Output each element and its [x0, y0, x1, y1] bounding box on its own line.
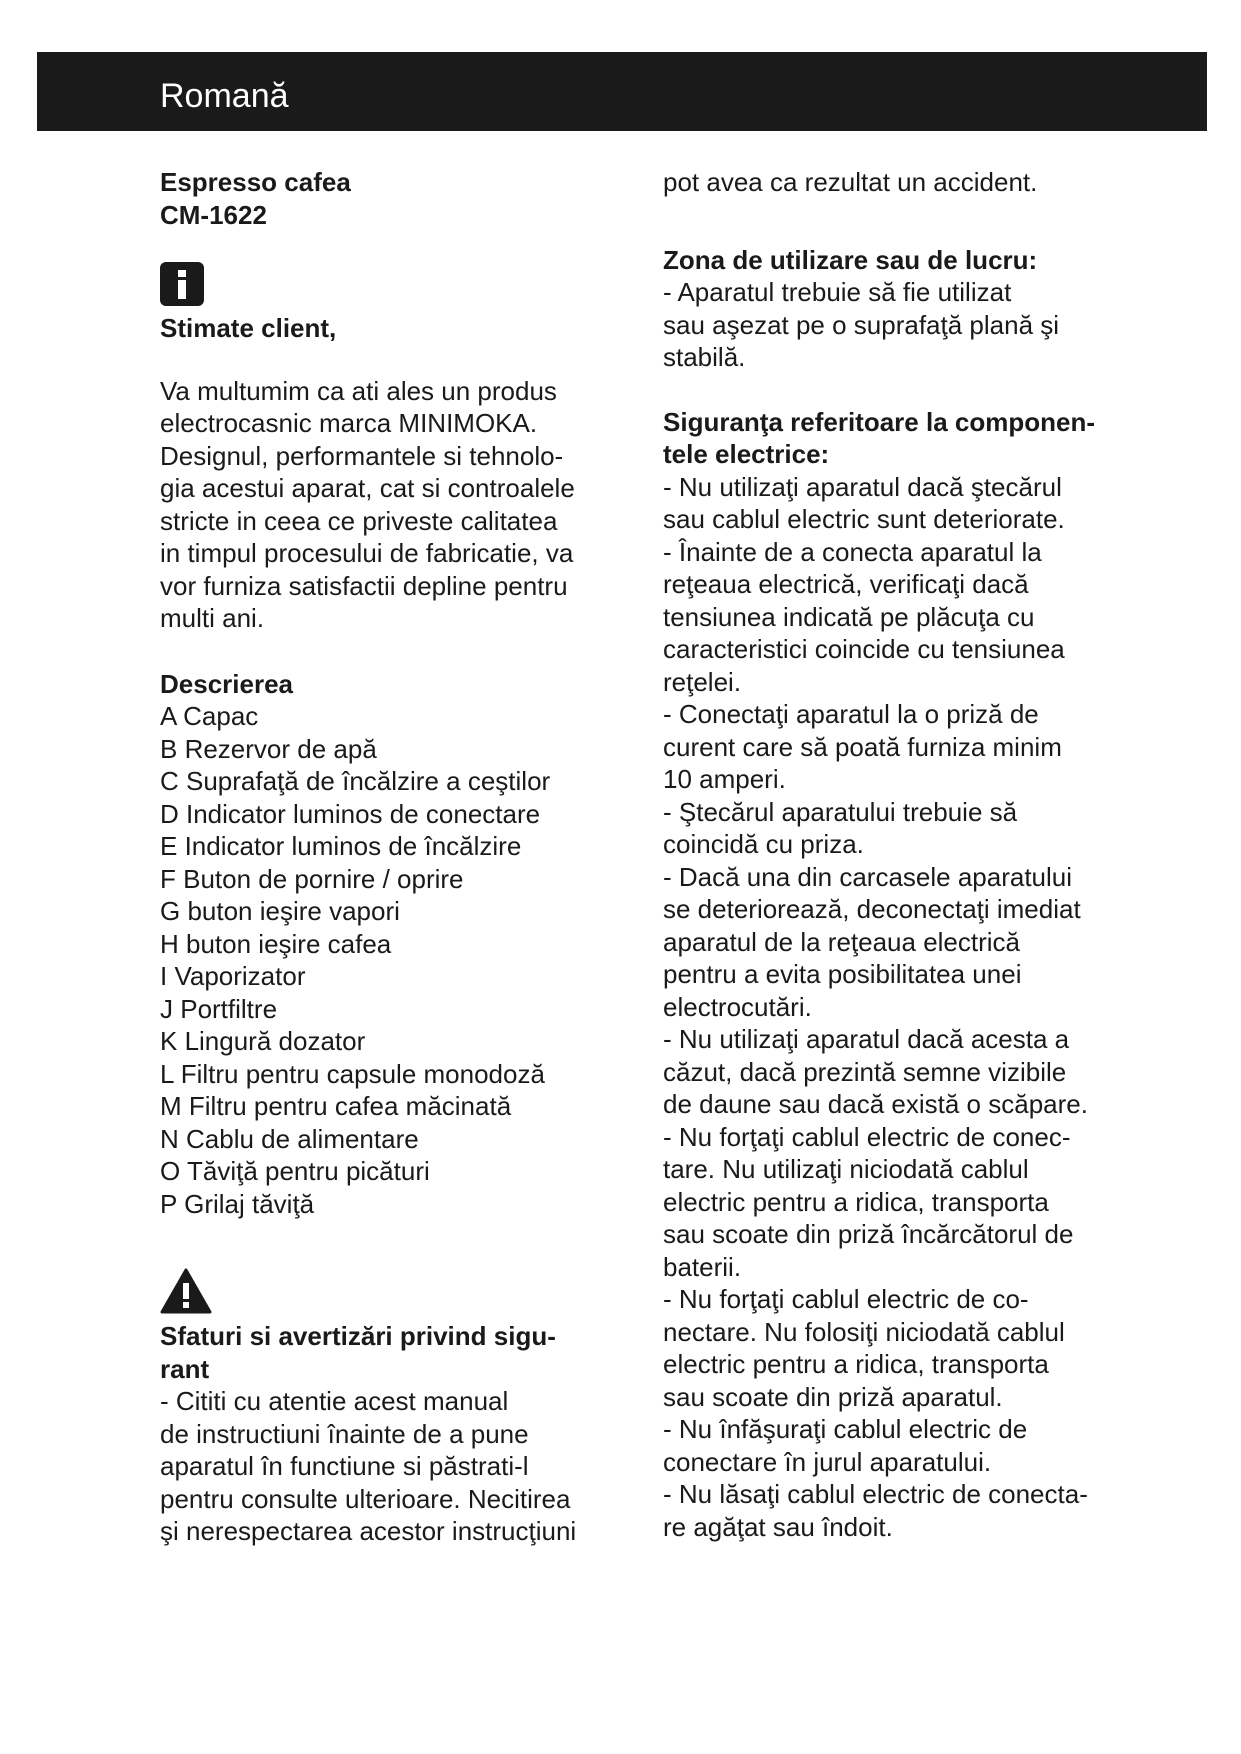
electrical-line: - Nu utilizaţi aparatul dacă ştecărul: [663, 471, 1062, 502]
right-column: [663, 166, 1133, 1543]
electrical-line: - Nu utilizaţi aparatul dacă acesta a: [663, 1024, 1070, 1054]
electrical-line: pentru a evita posibilitatea unei: [663, 959, 1022, 989]
zone-paragraph: [663, 276, 1133, 374]
electrical-line: electric pentru a ridica, transporta: [663, 1186, 1049, 1217]
left-column: [160, 166, 610, 1548]
intro-line: Designul, performantele si tehnolo-: [160, 440, 564, 471]
list-item: E Indicator luminos de încălzire: [160, 831, 522, 861]
warning-line: pentru consulte ulterioare. Necitirea: [160, 1483, 571, 1514]
list-item: C Suprafaţă de încălzire a ceştilor: [160, 766, 551, 796]
description-list: [160, 700, 610, 1220]
warning-icon: [160, 1268, 212, 1314]
warnings-paragraph: [160, 1385, 610, 1548]
intro-line: vor furniza satisfactii depline pentru: [160, 570, 568, 601]
description-title: Descrierea: [160, 668, 293, 699]
list-item: P Grilaj tăviţă: [160, 1188, 315, 1219]
language-title: Romană: [160, 77, 289, 115]
electrical-line: - Nu lăsaţi cablul electric de conecta-: [663, 1479, 1088, 1509]
list-item: L Filtru pentru capsule monodoză: [160, 1058, 545, 1089]
electrical-line: conectare în jurul aparatului.: [663, 1446, 992, 1477]
electrical-line: nectare. Nu folosiţi niciodată cablul: [663, 1316, 1065, 1347]
electrical-line: de daune sau dacă există o scăpare.: [663, 1089, 1088, 1119]
electrical-line: - Dacă una din carcasele aparatului: [663, 861, 1073, 892]
electrical-line: - Nu forţaţi cablul electric de conec-: [663, 1121, 1071, 1152]
warnings-title: Sfaturi si avertizări privind sigu-: [160, 1321, 556, 1351]
intro-line: multi ani.: [160, 603, 265, 633]
electrical-line: baterii.: [663, 1251, 742, 1282]
language-header-bar: [37, 52, 1207, 131]
warning-line: de instructiuni înainte de a pune: [160, 1418, 529, 1449]
continuation-line: pot avea ca rezultat un accident.: [663, 167, 1038, 197]
electrical-line: - Nu înfăşuraţi cablul electric de: [663, 1414, 1028, 1444]
electrical-line: aparatul de la reţeaua electrică: [663, 926, 1021, 957]
list-item: M Filtru pentru cafea măcinată: [160, 1091, 512, 1121]
warning-line: - Cititi cu atentie acest manual: [160, 1386, 509, 1416]
list-item: F Buton de pornire / oprire: [160, 863, 464, 894]
warning-line: aparatul în functiune si păstrati-l: [160, 1451, 529, 1481]
list-item: G buton ieşire vapori: [160, 896, 400, 926]
list-item: A Capac: [160, 701, 259, 731]
product-model: CM-1622: [160, 199, 267, 230]
list-item: B Rezervor de apă: [160, 733, 377, 764]
warnings-title: rant: [160, 1353, 210, 1384]
intro-line: stricte in ceea ce priveste calitatea: [160, 505, 558, 536]
electrical-line: sau scoate din priză aparatul.: [663, 1381, 1003, 1412]
electrical-line: caracteristici coincide cu tensiunea: [663, 634, 1065, 664]
electrical-line: - Ştecărul aparatului trebuie să: [663, 796, 1018, 827]
electrical-line: sau cablul electric sunt deteriorate.: [663, 504, 1065, 534]
zone-line: stabilă.: [663, 342, 746, 372]
electrical-line: - Conectaţi aparatul la o priză de: [663, 699, 1039, 729]
electrical-title: tele electrice:: [663, 439, 830, 469]
intro-line: in timpul procesului de fabricatie, va: [160, 538, 574, 568]
electrical-line: 10 amperi.: [663, 764, 786, 794]
electrical-line: reţelei.: [663, 666, 742, 697]
zone-line: - Aparatul trebuie să fie utilizat: [663, 277, 1012, 307]
electrical-line: coincidă cu priza.: [663, 829, 864, 859]
product-name: Espresso cafea: [160, 167, 351, 197]
list-item: H buton ieşire cafea: [160, 928, 392, 959]
electrical-line: - Înainte de a conecta aparatul la: [663, 536, 1042, 567]
electrical-line: căzut, dacă prezintă semne vizibile: [663, 1056, 1067, 1087]
electrical-line: tensiunea indicată pe plăcuţa cu: [663, 601, 1035, 632]
list-item: K Lingură dozator: [160, 1026, 366, 1056]
intro-line: electrocasnic marca MINIMOKA.: [160, 408, 538, 438]
greeting: Stimate client,: [160, 313, 337, 343]
zone-line: sau aşezat pe o suprafaţă plană şi: [663, 309, 1060, 340]
warning-line: şi nerespectarea acestor instrucţiuni: [160, 1516, 577, 1546]
list-item: J Portfiltre: [160, 993, 278, 1024]
list-item: I Vaporizator: [160, 961, 306, 991]
intro-paragraph: [160, 375, 610, 635]
electrical-line: reţeaua electrică, verificaţi dacă: [663, 569, 1029, 599]
electrical-line: electrocutări.: [663, 991, 812, 1022]
electrical-line: curent care să poată furniza minim: [663, 731, 1062, 762]
electrical-line: se deteriorează, deconectaţi imediat: [663, 894, 1081, 924]
intro-line: Va multumim ca ati ales un produs: [160, 375, 557, 406]
electrical-line: re agăţat sau îndoit.: [663, 1511, 893, 1542]
electrical-line: sau scoate din priză încărcătorul de: [663, 1219, 1074, 1249]
electrical-paragraph: [663, 471, 1133, 1544]
electrical-title: Siguranţa referitoare la componen-: [663, 406, 1095, 437]
electrical-line: electric pentru a ridica, transporta: [663, 1349, 1049, 1379]
electrical-line: - Nu forţaţi cablul electric de co-: [663, 1284, 1029, 1314]
electrical-line: tare. Nu utilizaţi niciodată cablul: [663, 1154, 1029, 1184]
list-item: D Indicator luminos de conectare: [160, 798, 541, 829]
zone-title: Zona de utilizare sau de lucru:: [663, 244, 1038, 275]
info-icon: [160, 262, 204, 306]
list-item: O Tăviţă pentru picături: [160, 1156, 430, 1186]
intro-line: gia acestui aparat, cat si controalele: [160, 473, 575, 503]
list-item: N Cablu de alimentare: [160, 1123, 419, 1154]
